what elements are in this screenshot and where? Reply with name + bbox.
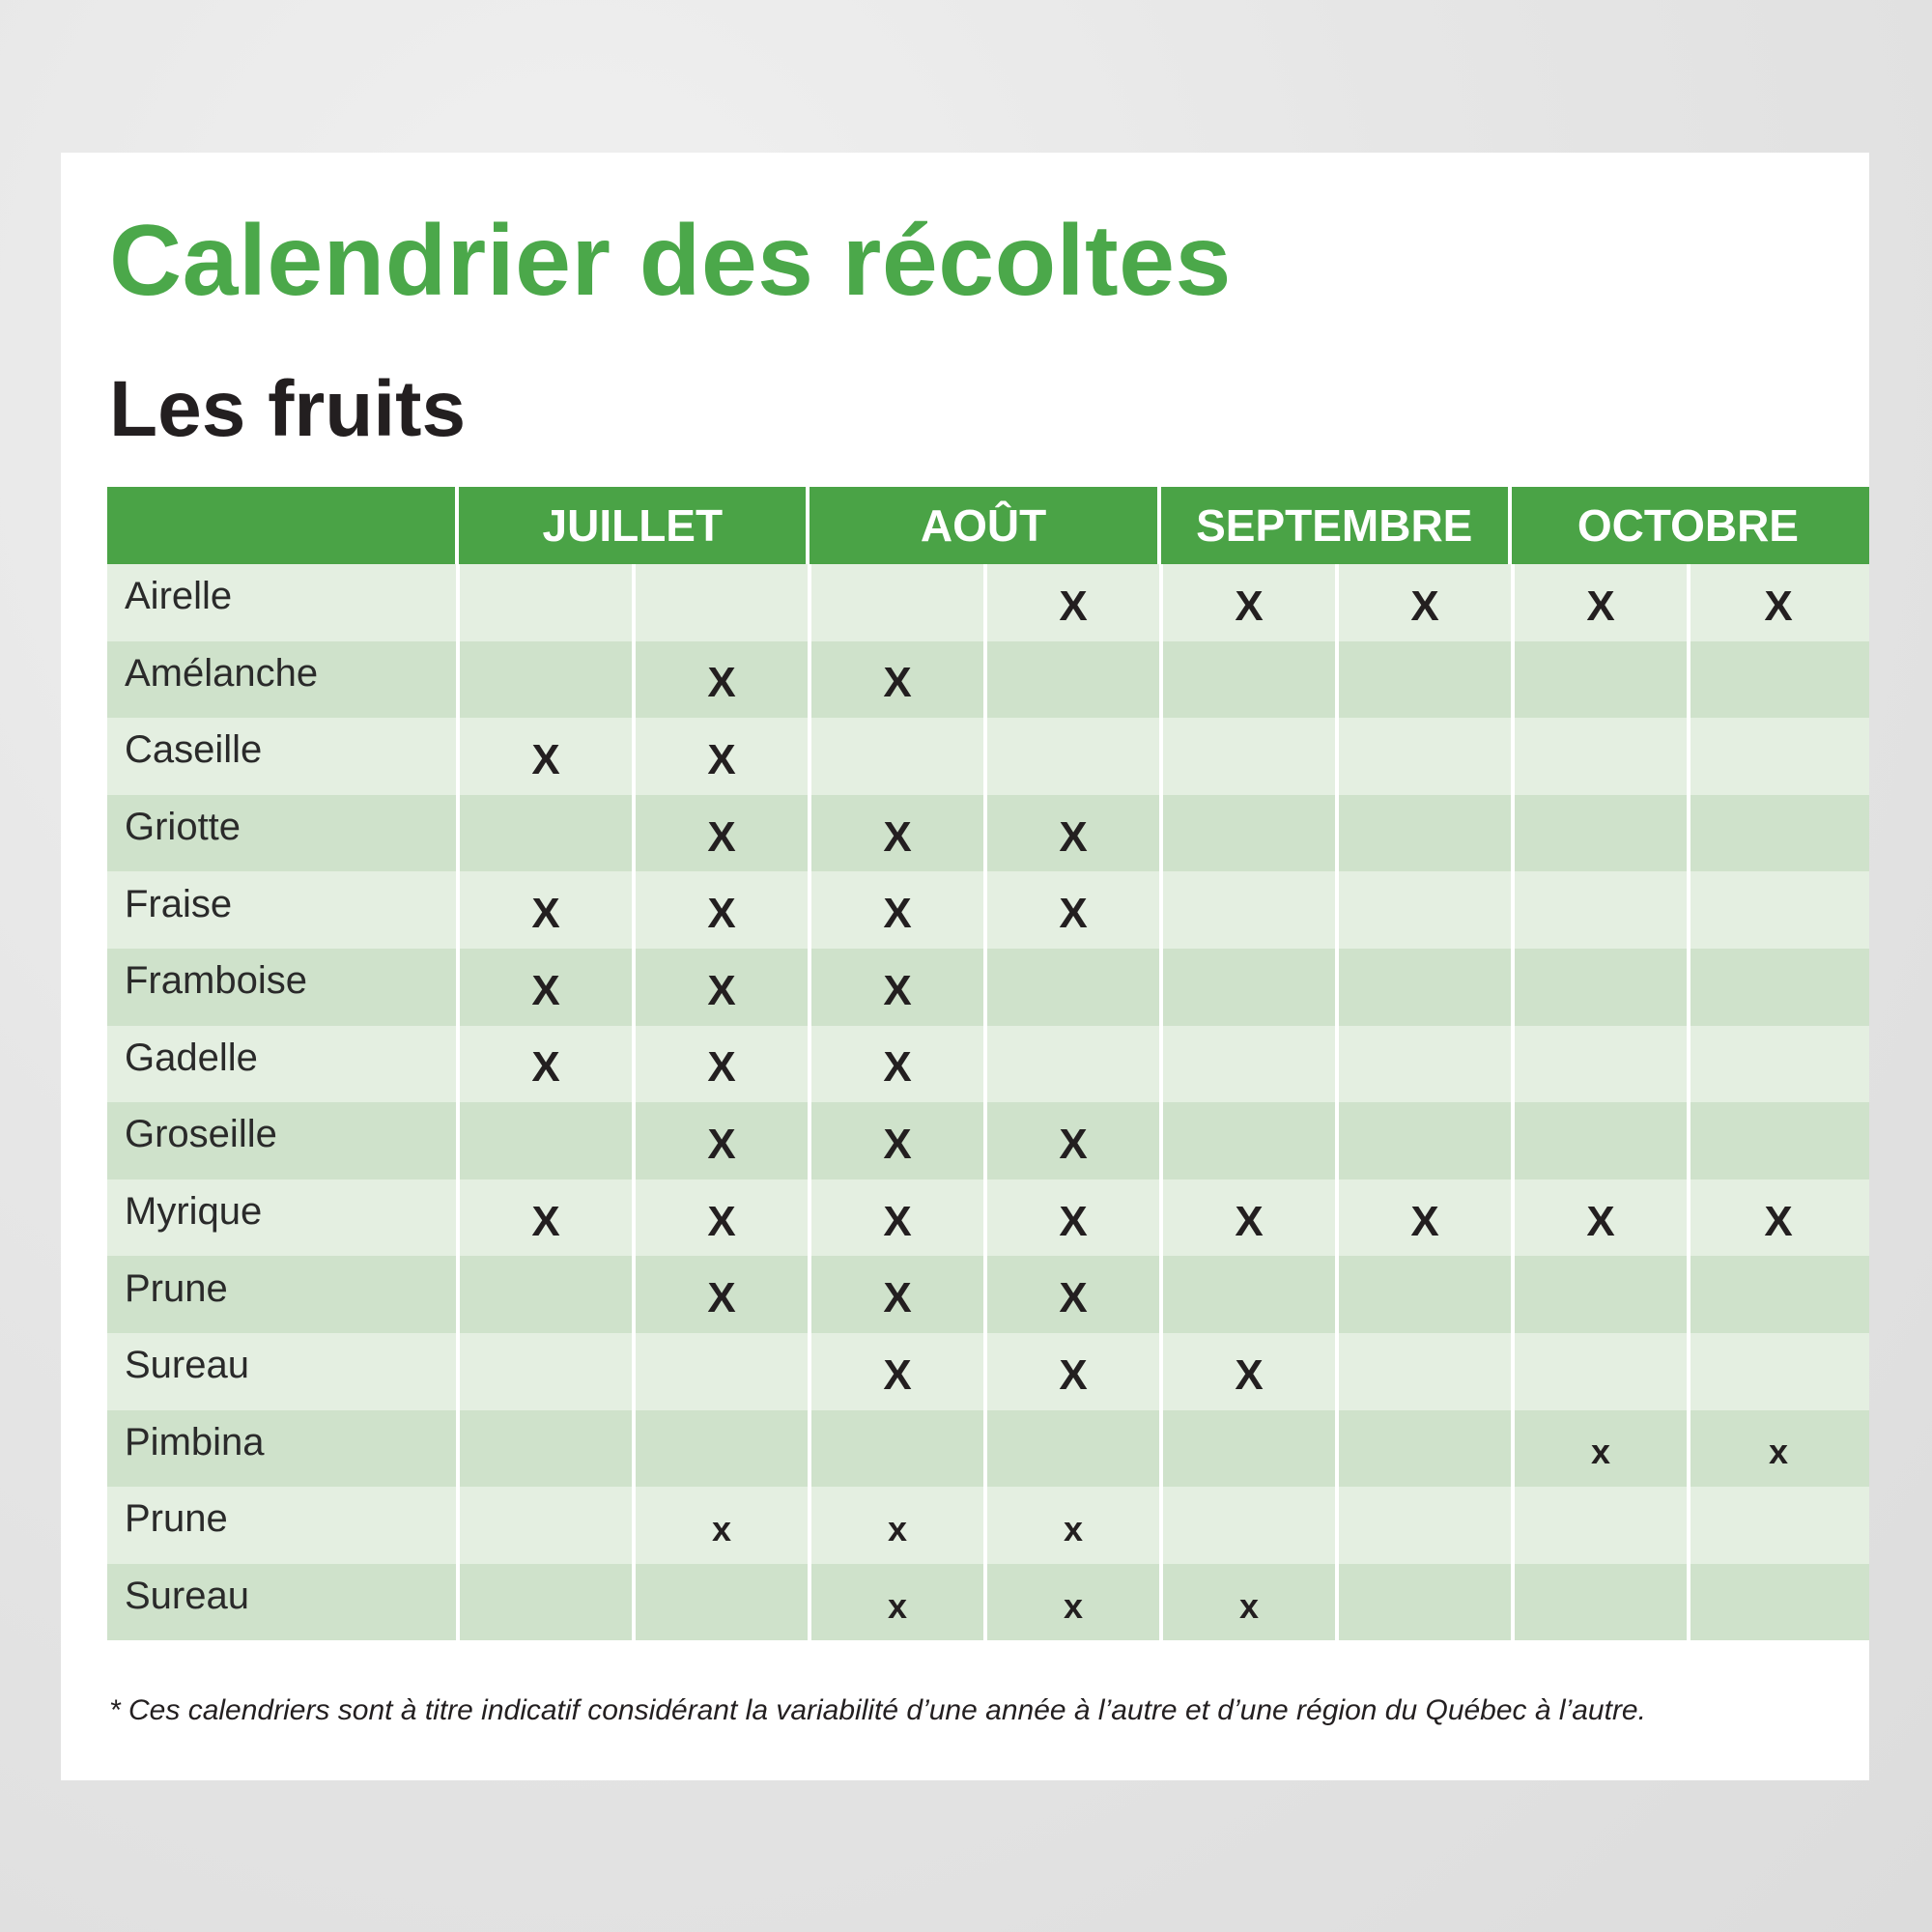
- harvest-mark-cell: [636, 1564, 811, 1641]
- harvest-calendar-card: [61, 153, 1869, 1780]
- harvest-mark-cell: [1339, 795, 1515, 872]
- fruit-name: Sureau: [107, 1564, 460, 1641]
- harvest-mark-cell: X: [811, 1256, 987, 1333]
- harvest-mark-cell: X: [1339, 564, 1515, 641]
- harvest-mark-cell: x: [1515, 1410, 1690, 1488]
- harvest-mark-cell: X: [460, 718, 636, 795]
- harvest-mark-cell: [1163, 641, 1339, 719]
- harvest-mark-cell: [1690, 1256, 1866, 1333]
- harvest-mark-cell: [1690, 1333, 1866, 1410]
- harvest-mark-cell: [1515, 641, 1690, 719]
- harvest-mark-cell: [1339, 949, 1515, 1026]
- harvest-mark-cell: [1515, 949, 1690, 1026]
- harvest-mark-cell: X: [460, 1179, 636, 1257]
- table-row: [107, 1410, 1869, 1488]
- harvest-mark-cell: [811, 1410, 987, 1488]
- fruit-name: Caseille: [107, 718, 460, 795]
- harvest-mark-cell: [460, 641, 636, 719]
- harvest-mark-cell: [1163, 1410, 1339, 1488]
- harvest-mark-cell: [1515, 1487, 1690, 1564]
- harvest-mark-cell: [1690, 1487, 1866, 1564]
- table-row: [107, 1179, 1869, 1257]
- harvest-mark-cell: X: [1163, 1179, 1339, 1257]
- harvest-mark-cell: X: [811, 949, 987, 1026]
- harvest-mark-cell: [636, 1333, 811, 1410]
- harvest-mark-cell: [987, 718, 1163, 795]
- harvest-mark-cell: [1339, 1487, 1515, 1564]
- footnote: * Ces calendriers sont à titre indicatif considérant la variabilité d’une année à l’autre et d’une région du Québec à l’autre.: [109, 1694, 1646, 1726]
- month-header-aout: AOÛT: [810, 487, 1160, 564]
- table-row: [107, 1102, 1869, 1179]
- table-row: [107, 1564, 1869, 1641]
- harvest-mark-cell: [1690, 795, 1866, 872]
- harvest-mark-cell: X: [636, 1179, 811, 1257]
- harvest-mark-cell: X: [1764, 1197, 1793, 1245]
- fruit-name: Amélanche: [107, 641, 460, 719]
- harvest-mark-cell: X: [811, 1102, 987, 1179]
- fruit-name: Airelle: [107, 564, 460, 641]
- harvest-mark-cell: [1690, 949, 1866, 1026]
- harvest-mark-cell: X: [1339, 1179, 1515, 1257]
- harvest-mark-cell: [460, 1564, 636, 1641]
- harvest-mark-cell: x: [811, 1487, 987, 1564]
- harvest-mark-cell: [1690, 1026, 1866, 1103]
- harvest-mark-cell: x: [636, 1487, 811, 1564]
- harvest-mark-cell: X: [1515, 564, 1690, 641]
- harvest-mark-cell: [1339, 1026, 1515, 1103]
- fruit-name: Gadelle: [107, 1026, 460, 1103]
- fruit-name: Framboise: [107, 949, 460, 1026]
- harvest-mark-cell: X: [987, 795, 1163, 872]
- harvest-mark-cell: x: [987, 1487, 1163, 1564]
- harvest-mark-cell: [1339, 1102, 1515, 1179]
- harvest-mark-cell: [1339, 641, 1515, 719]
- table-row: [107, 641, 1869, 719]
- harvest-mark-cell: X: [987, 1333, 1163, 1410]
- harvest-mark-cell: [1690, 1564, 1866, 1641]
- header-tail: [1864, 487, 1869, 564]
- harvest-mark-cell: [636, 564, 811, 641]
- harvest-mark-cell: X: [636, 949, 811, 1026]
- harvest-mark-cell: X: [460, 1026, 636, 1103]
- table-row: [107, 1487, 1869, 1564]
- harvest-mark-cell: [460, 564, 636, 641]
- table-row: [107, 1026, 1869, 1103]
- harvest-mark-cell: [1339, 718, 1515, 795]
- table-body: [107, 564, 1869, 1640]
- section-subtitle: Les fruits: [109, 365, 467, 453]
- fruit-name: Myrique: [107, 1179, 460, 1257]
- harvest-mark-cell: [1515, 795, 1690, 872]
- harvest-mark-cell: X: [1163, 564, 1339, 641]
- harvest-mark-cell: X: [1163, 1333, 1339, 1410]
- harvest-mark-cell: [987, 641, 1163, 719]
- harvest-mark-cell: [1339, 1410, 1515, 1488]
- harvest-mark-cell: X: [636, 1102, 811, 1179]
- harvest-mark-cell: [1163, 1256, 1339, 1333]
- harvest-mark-cell: X: [636, 795, 811, 872]
- harvest-mark-cell: [1515, 1026, 1690, 1103]
- harvest-mark-cell: X: [636, 1256, 811, 1333]
- harvest-mark-cell: [1163, 795, 1339, 872]
- month-header-septembre: SEPTEMBRE: [1161, 487, 1512, 564]
- harvest-mark-cell: [1690, 1102, 1866, 1179]
- harvest-mark-cell: [1339, 1333, 1515, 1410]
- harvest-mark-cell: X: [636, 641, 811, 719]
- harvest-mark-cell: [811, 564, 987, 641]
- fruit-name: Prune: [107, 1256, 460, 1333]
- harvest-mark-cell: [1515, 718, 1690, 795]
- fruit-name: Prune: [107, 1487, 460, 1564]
- table-row: [107, 1256, 1869, 1333]
- harvest-mark-cell: [1339, 1564, 1515, 1641]
- harvest-mark-cell: [1515, 1564, 1690, 1641]
- harvest-mark-cell: [987, 1026, 1163, 1103]
- harvest-mark-cell: X: [987, 1179, 1163, 1257]
- harvest-mark-cell: X: [460, 871, 636, 949]
- harvest-mark-cell: x: [1768, 1432, 1789, 1472]
- table-header-row: [107, 487, 1869, 564]
- harvest-mark-cell: X: [811, 1333, 987, 1410]
- harvest-mark-cell: [460, 1410, 636, 1488]
- harvest-mark-cell: [811, 718, 987, 795]
- harvest-mark-cell: [460, 1487, 636, 1564]
- harvest-mark-cell: [460, 795, 636, 872]
- harvest-mark-cell: X: [811, 1179, 987, 1257]
- table-row: [107, 871, 1869, 949]
- harvest-mark-cell: x: [811, 1564, 987, 1641]
- harvest-mark-cell: [1163, 1487, 1339, 1564]
- fruit-name: Pimbina: [107, 1410, 460, 1488]
- harvest-mark-cell: [1515, 871, 1690, 949]
- header-blank-cell: [107, 487, 459, 564]
- harvest-mark-cell: X: [811, 871, 987, 949]
- harvest-mark-cell: [1163, 1102, 1339, 1179]
- harvest-mark-cell: X: [636, 871, 811, 949]
- harvest-mark-cell: [1163, 1026, 1339, 1103]
- harvest-mark-cell: [1515, 1256, 1690, 1333]
- harvest-mark-cell: [1690, 641, 1866, 719]
- harvest-mark-cell: [1163, 871, 1339, 949]
- table-row: [107, 718, 1869, 795]
- harvest-mark-cell: [987, 1410, 1163, 1488]
- harvest-mark-cell: X: [987, 1256, 1163, 1333]
- harvest-mark-cell: [1339, 871, 1515, 949]
- harvest-mark-cell: X: [636, 718, 811, 795]
- harvest-mark-cell: X: [1515, 1179, 1690, 1257]
- harvest-mark-cell: X: [636, 1026, 811, 1103]
- month-header-juillet: JUILLET: [459, 487, 810, 564]
- harvest-mark-cell: X: [811, 795, 987, 872]
- harvest-mark-cell: [460, 1102, 636, 1179]
- harvest-mark-cell: [460, 1256, 636, 1333]
- fruit-name: Groseille: [107, 1102, 460, 1179]
- fruit-name: Griotte: [107, 795, 460, 872]
- harvest-mark-cell: [1515, 1102, 1690, 1179]
- harvest-mark-cell: [1690, 718, 1866, 795]
- harvest-mark-cell: X: [987, 1102, 1163, 1179]
- harvest-mark-cell: [636, 1410, 811, 1488]
- harvest-table: [107, 487, 1869, 1640]
- table-row: [107, 949, 1869, 1026]
- table-row: [107, 1333, 1869, 1410]
- harvest-mark-cell: [1690, 871, 1866, 949]
- harvest-mark-cell: x: [987, 1564, 1163, 1641]
- page-title: Calendrier des récoltes: [109, 205, 1232, 317]
- month-header-octobre: OCTOBRE: [1512, 487, 1864, 564]
- harvest-mark-cell: [987, 949, 1163, 1026]
- harvest-mark-cell: X: [811, 1026, 987, 1103]
- fruit-name: Fraise: [107, 871, 460, 949]
- harvest-mark-cell: X: [811, 641, 987, 719]
- harvest-mark-cell: X: [987, 871, 1163, 949]
- harvest-mark-cell: [460, 1333, 636, 1410]
- harvest-mark-cell: x: [1163, 1564, 1339, 1641]
- harvest-mark-cell: [1515, 1333, 1690, 1410]
- harvest-mark-cell: [1163, 949, 1339, 1026]
- harvest-mark-cell: [1339, 1256, 1515, 1333]
- harvest-mark-cell: X: [987, 564, 1163, 641]
- harvest-mark-cell: [1163, 718, 1339, 795]
- table-row: [107, 795, 1869, 872]
- table-row: [107, 564, 1869, 641]
- fruit-name: Sureau: [107, 1333, 460, 1410]
- harvest-mark-cell: X: [1764, 582, 1793, 630]
- harvest-mark-cell: X: [460, 949, 636, 1026]
